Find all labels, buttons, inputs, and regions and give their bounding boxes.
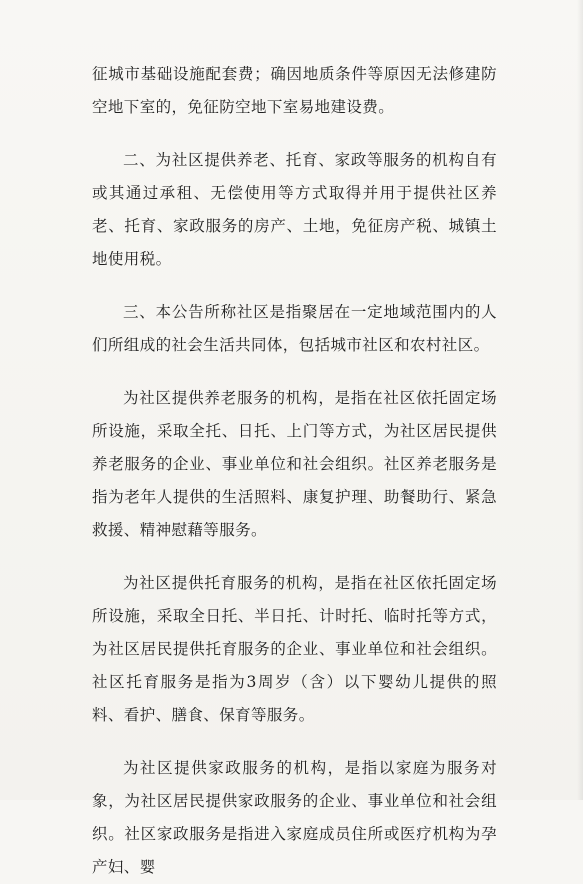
- paragraph-5: 为社区提供托育服务的机构，是指在社区依托固定场所设施，采取全日托、半日托、计时托、临时托等方式，为社区居民提供托育服务的企业、事业单位和社会组织。社区托育服务是指为3周岁（含）以下婴幼儿提供的照料、看护、膳食、保育等服务。: [92, 574, 497, 724]
- paragraph-1: 征城市基础设施配套费；确因地质条件等原因无法修建防空地下室的，免征防空地下室易地建设费。: [92, 65, 497, 116]
- paragraph-2: 二、为社区提供养老、托育、家政等服务的机构自有或其通过承租、无偿使用等方式取得并用于提供社区养老、托育、家政服务的房产、土地，免征房产税、城镇土地使用税。: [92, 151, 497, 268]
- page-edge-shadow: [577, 0, 583, 800]
- paragraph-4: 为社区提供养老服务的机构，是指在社区依托固定场所设施，采取全托、日托、上门等方式，为社区居民提供养老服务的企业、事业单位和社会组织。社区养老服务是指为老年人提供的生活照料、康复护理、助餐助行、紧急救援、精神慰藉等服务。: [92, 389, 497, 539]
- paragraph-6: 为社区提供家政服务的机构，是指以家庭为服务对象，为社区居民提供家政服务的企业、事业单位和社会组织。社区家政服务是指进入家庭成员住所或医疗机构为孕产妇、婴: [92, 759, 497, 876]
- paragraph-3: 三、本公告所称社区是指聚居在一定地域范围内的人们所组成的社会生活共同体，包括城市社区和农村社区。: [92, 303, 497, 354]
